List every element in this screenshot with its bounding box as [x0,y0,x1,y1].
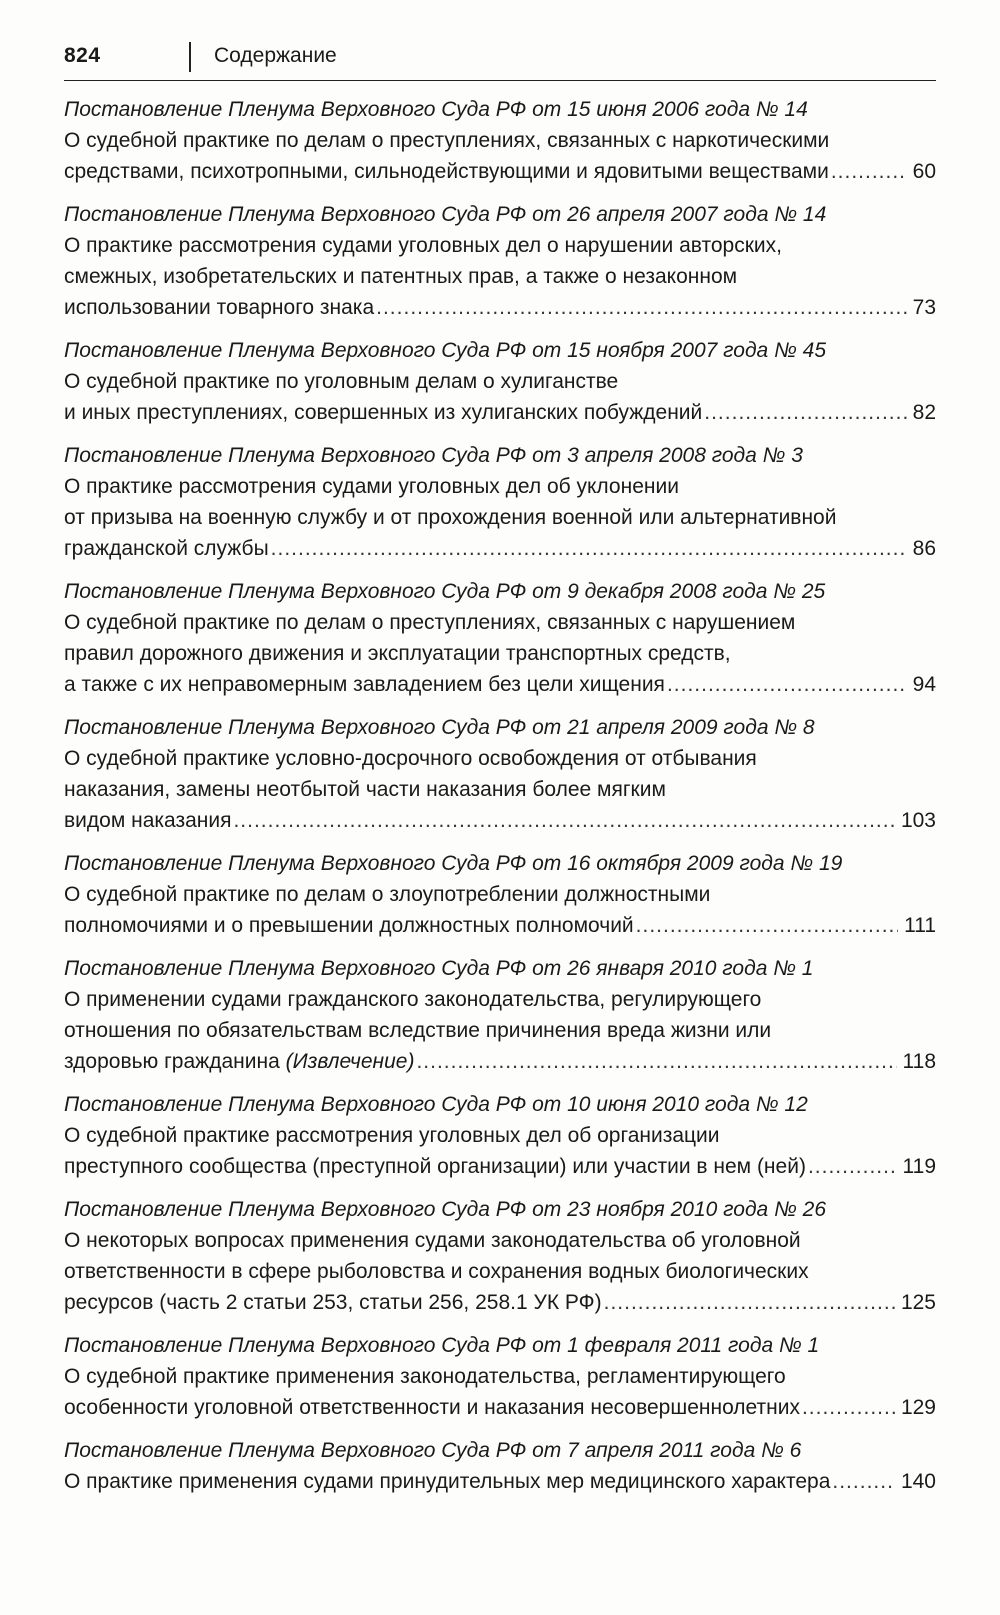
toc-entry-title-line: О судебной практике по делам о преступлениях, связанных с наркотическими [64,129,830,152]
toc-entry-page-number: 129 [900,1396,936,1419]
table-of-contents [64,94,936,1509]
toc-entry [64,1330,936,1423]
dot-leader [604,1287,895,1318]
toc-entry-title-line: О некоторых вопросах применения судами законодательства об уголовной [64,1229,801,1252]
toc-entry-title-line: правил дорожного движения и эксплуатации транспортных средств, [64,642,731,665]
toc-entry-last-line [64,1151,936,1182]
dot-leader [416,1046,896,1077]
header-divider [189,42,191,72]
dot-leader [271,533,907,564]
toc-entry-title-line: гражданской службы [64,537,269,560]
dot-leader [831,156,907,187]
toc-entry-heading: Постановление Пленума Верховного Суда РФ от 26 января 2010 года № 1 [64,957,814,980]
page-number: 824 [64,44,101,67]
toc-entry-page-number: 119 [902,1155,936,1178]
toc-entry-heading: Постановление Пленума Верховного Суда РФ от 3 апреля 2008 года № 3 [64,444,803,467]
toc-entry-title-line: О практике применения судами принудительных мер медицинского характера [64,1470,831,1493]
toc-entry [64,576,936,700]
toc-entry-title-line: О судебной практике по делам о злоупотреблении должностными [64,883,711,906]
toc-entry-title-line: О практике рассмотрения судами уголовных дел о нарушении авторских, [64,234,782,257]
toc-entry [64,1089,936,1182]
toc-entry-title-line: О судебной практике по делам о преступлениях, связанных с нарушением [64,611,796,634]
dot-leader [832,1466,895,1497]
toc-entry-heading: Постановление Пленума Верховного Суда РФ от 15 июня 2006 года № 14 [64,98,808,121]
toc-entry-heading: Постановление Пленума Верховного Суда РФ от 21 апреля 2009 года № 8 [64,716,815,739]
dot-leader [704,397,906,428]
toc-entry-heading: Постановление Пленума Верховного Суда РФ от 10 июня 2010 года № 12 [64,1093,808,1116]
toc-entry-heading: Постановление Пленума Верховного Суда РФ от 7 апреля 2011 года № 6 [64,1439,802,1462]
toc-entry-last-line [64,805,936,836]
toc-entry-last-line [64,292,936,323]
toc-entry-page-number: 140 [900,1470,936,1493]
dot-leader [233,805,894,836]
toc-entry-title-line: О применении судами гражданского законодательства, регулирующего [64,988,762,1011]
toc-entry-title-line: наказания, замены неотбытой части наказания более мягким [64,778,666,801]
toc-entry [64,440,936,564]
toc-entry-title-line: О судебной практике условно-досрочного освобождения от отбывания [64,747,757,770]
toc-entry-heading: Постановление Пленума Верховного Суда РФ от 9 декабря 2008 года № 25 [64,580,826,603]
toc-entry [64,199,936,323]
toc-entry [64,848,936,941]
toc-entry-title-line: а также с их неправомерным завладением без цели хищения [64,673,665,696]
toc-entry-title-line: особенности уголовной ответственности и наказания несовершеннолетних [64,1396,800,1419]
toc-entry-title-line: отношения по обязательствам вследствие причинения вреда жизни или [64,1019,772,1042]
toc-entry-page-number: 111 [904,914,936,937]
toc-entry-title-line: ответственности в сфере рыболовства и сохранения водных биологических [64,1260,809,1283]
section-title: Содержание [214,44,337,67]
toc-entry-last-line [64,1392,936,1423]
toc-entry [64,953,936,1077]
toc-entry-last-line [64,533,936,564]
toc-entry-page-number: 73 [912,296,936,319]
toc-entry [64,94,936,187]
toc-entry-title-line: О судебной практике по уголовным делам о хулиганстве [64,370,619,393]
toc-entry-last-line [64,156,936,187]
toc-entry-last-line [64,1287,936,1318]
toc-entry-title-line: О судебной практике применения законодательства, регламентирующего [64,1365,786,1388]
toc-entry-heading: Постановление Пленума Верховного Суда РФ от 16 октября 2009 года № 19 [64,852,843,875]
toc-entry-page-number: 60 [912,160,936,183]
toc-entry-title-line: О судебной практике рассмотрения уголовных дел об организации [64,1124,720,1147]
dot-leader [802,1392,895,1423]
toc-entry-title-line: от призыва на военную службу и от прохождения военной или альтернативной [64,506,837,529]
toc-entry-title-line: ресурсов (часть 2 статьи 253, статьи 256, 258.1 УК РФ) [64,1291,602,1314]
toc-entry-heading: Постановление Пленума Верховного Суда РФ от 26 апреля 2007 года № 14 [64,203,827,226]
toc-entry-heading: Постановление Пленума Верховного Суда РФ от 1 февраля 2011 года № 1 [64,1334,820,1357]
toc-entry-last-line [64,910,936,941]
page-header [64,40,936,81]
toc-entry-page-number: 125 [900,1291,936,1314]
toc-entry [64,1435,936,1497]
toc-entry-title-line: использовании товарного знака [64,296,375,319]
toc-entry-note: (Извлечение) [285,1050,415,1073]
dot-leader [667,669,907,700]
dot-leader [808,1151,897,1182]
toc-entry [64,712,936,836]
toc-entry-title-line: полномочиями и о превышении должностных полномочий [64,914,634,937]
toc-entry-title-line: О практике рассмотрения судами уголовных дел об уклонении [64,475,679,498]
toc-entry-heading: Постановление Пленума Верховного Суда РФ от 15 ноября 2007 года № 45 [64,339,827,362]
toc-entry-page-number: 103 [900,809,936,832]
toc-entry-title-line: средствами, психотропными, сильнодействующими и ядовитыми веществами [64,160,829,183]
toc-entry-title-line: здоровью гражданина [64,1050,280,1073]
toc-entry-page-number: 118 [902,1050,936,1073]
toc-entry-title-line: и иных преступлениях, совершенных из хулиганских побуждений [64,401,703,424]
toc-entry-last-line [64,1466,936,1497]
toc-entry-title-line: смежных, изобретательских и патентных прав, а также о незаконном [64,265,738,288]
dot-leader [636,910,898,941]
toc-entry-last-line [64,1046,936,1077]
toc-entry-page-number: 86 [912,537,936,560]
toc-entry-title-line: видом наказания [64,809,232,832]
toc-entry-last-line [64,669,936,700]
dot-leader [376,292,907,323]
toc-entry [64,335,936,428]
toc-entry-heading: Постановление Пленума Верховного Суда РФ от 23 ноября 2010 года № 26 [64,1198,827,1221]
toc-entry-last-line [64,397,936,428]
toc-entry-page-number: 82 [912,401,936,424]
toc-entry-page-number: 94 [912,673,936,696]
toc-entry [64,1194,936,1318]
toc-entry-title-line: преступного сообщества (преступной организации) или участии в нем (ней) [64,1155,806,1178]
